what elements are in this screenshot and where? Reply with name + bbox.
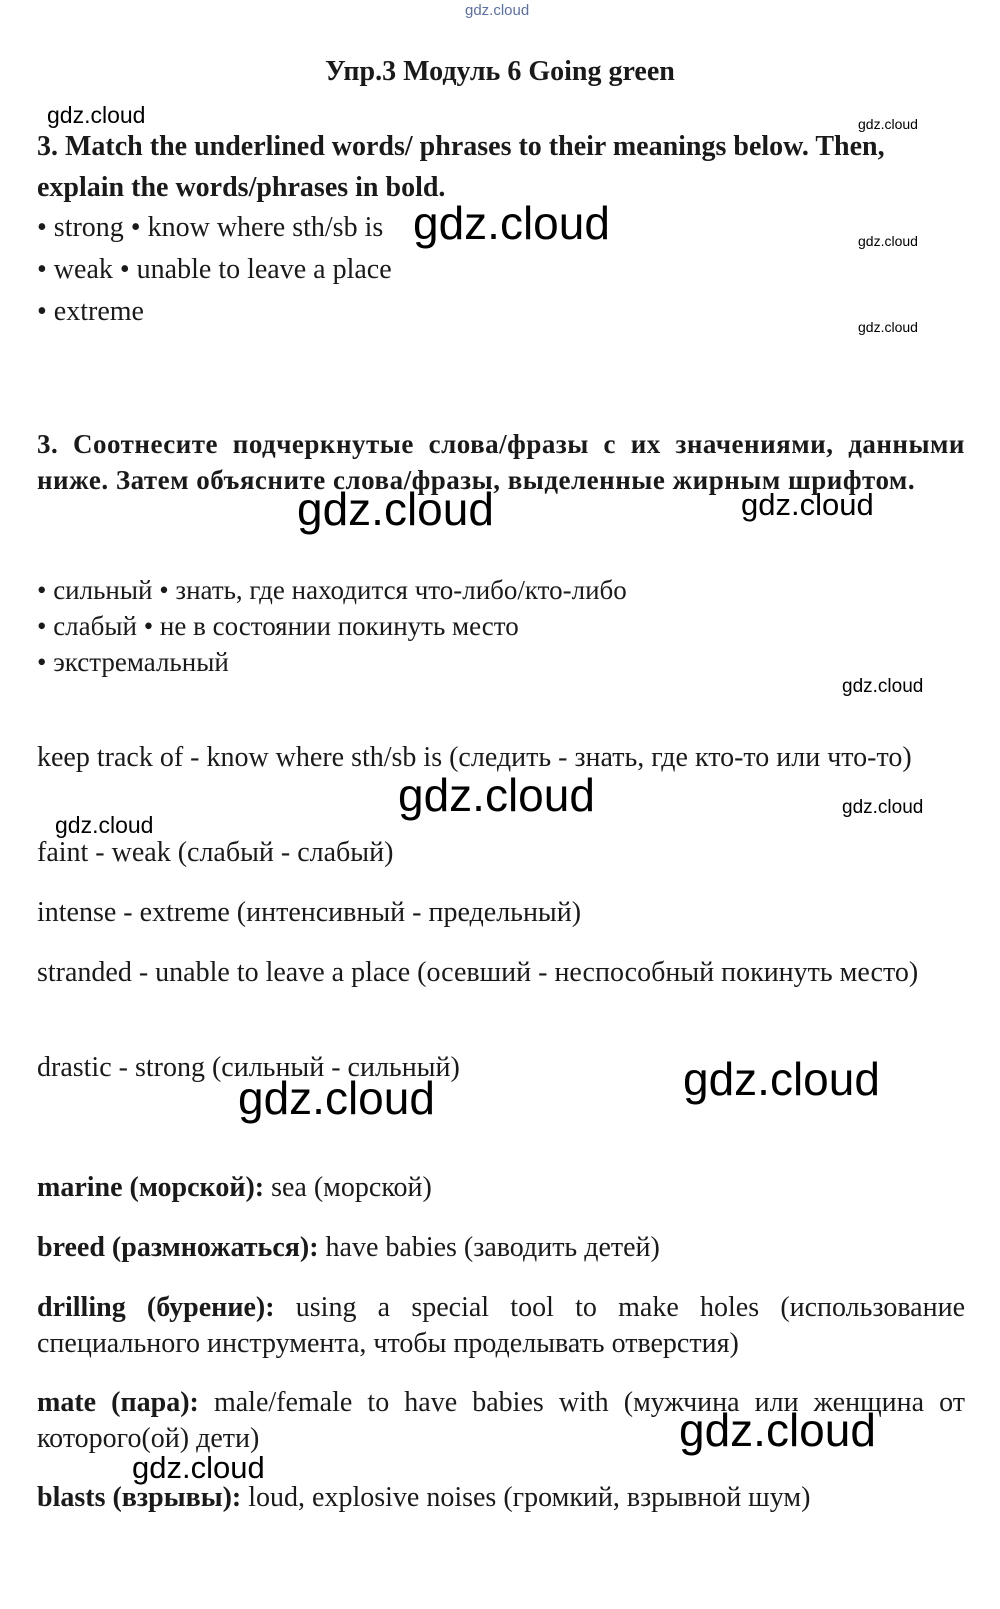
bullet-line: • weak • unable to leave a place: [37, 254, 392, 285]
definition-meaning: using a special tool to make holes (использование специального инструмента, чтобы проделывать отверстия): [37, 1292, 965, 1359]
match-entry: intense - extreme (интенсивный - предельный): [37, 897, 582, 928]
match-entry: stranded - unable to leave a place (осевший - неспособный покинуть место): [37, 957, 919, 988]
watermark: gdz.cloud: [132, 1450, 265, 1485]
definition-term: drilling (бурение):: [37, 1292, 275, 1323]
definition-term: marine (морской):: [37, 1172, 265, 1203]
watermark: gdz.cloud: [842, 797, 924, 818]
bullets-en: [37, 207, 965, 333]
definition-entry: [37, 1230, 965, 1266]
watermark: gdz.cloud: [858, 319, 918, 335]
definition-entry: [37, 1480, 965, 1516]
watermark: gdz.cloud: [741, 487, 874, 522]
watermark: gdz.cloud: [842, 676, 924, 697]
watermark: gdz.cloud: [55, 812, 154, 838]
watermark: gdz.cloud: [398, 769, 595, 821]
definition-meaning: male/female to have babies with (мужчина или женщина от которого(ой) дети): [37, 1387, 965, 1454]
bullets-ru: [37, 572, 965, 680]
definition-entry: [37, 1290, 965, 1362]
watermark: gdz.cloud: [47, 102, 146, 128]
watermark: gdz.cloud: [858, 116, 918, 132]
definition-entry: [37, 1385, 965, 1457]
definition-meaning: sea (морской): [264, 1172, 432, 1203]
watermark: gdz.cloud: [413, 197, 610, 249]
bullet-line: • сильный • знать, где находится что-либо/кто-либо: [37, 575, 627, 605]
definition-term: breed (размножаться):: [37, 1232, 319, 1263]
bullet-line: • extreme: [37, 296, 144, 327]
match-entry: keep track of - know where sth/sb is (следить - знать, где кто-то или что-то): [37, 742, 912, 773]
definition-meaning: have babies (заводить детей): [318, 1232, 660, 1263]
watermark-top: gdz.cloud: [465, 2, 530, 19]
match-entry: drastic - strong (сильный - сильный): [37, 1052, 460, 1083]
match-entry: faint - weak (слабый - слабый): [37, 837, 394, 868]
task-heading-ru: 3. Соотнесите подчеркнутые слова/фразы с их значениями, данными ниже. Затем объясните слова/фразы, выделенные жирным шрифтом.: [37, 429, 965, 495]
watermark: gdz.cloud: [238, 1072, 435, 1124]
watermark: gdz.cloud: [297, 483, 494, 535]
definition-entry: [37, 1170, 965, 1206]
definition-term: blasts (взрывы):: [37, 1482, 242, 1513]
page-title: Упр.3 Модуль 6 Going green: [325, 56, 675, 87]
task-heading-en: 3. Match the underlined words/ phrases to their meanings below. Then, explain the words/phrases in bold.: [37, 131, 885, 203]
watermark: gdz.cloud: [679, 1404, 876, 1456]
definition-meaning: loud, explosive noises (громкий, взрывной шум): [241, 1482, 811, 1513]
bullet-line: • strong • know where sth/sb is: [37, 212, 384, 243]
definition-term: mate (пара):: [37, 1387, 199, 1418]
watermark: gdz.cloud: [683, 1053, 880, 1105]
watermark: gdz.cloud: [858, 233, 918, 249]
bullet-line: • слабый • не в состоянии покинуть место: [37, 611, 519, 641]
bullet-line: • экстремальный: [37, 647, 229, 677]
